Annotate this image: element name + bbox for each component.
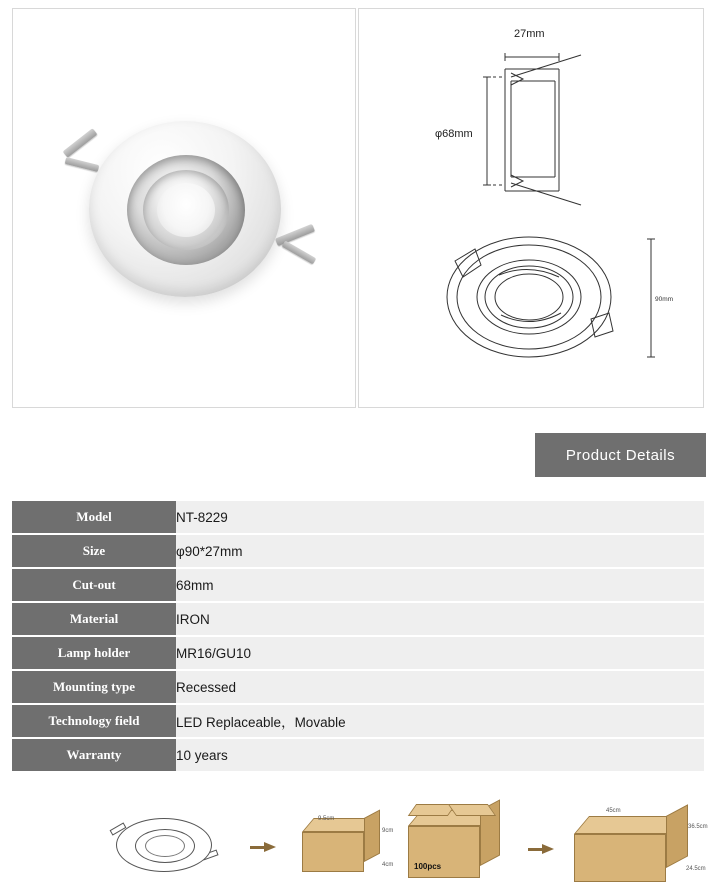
carton-height-label: 24.5cm: [686, 866, 706, 872]
packing-master-carton-open: [408, 804, 518, 884]
spec-label-material: Material: [12, 603, 176, 635]
table-row: [12, 739, 704, 771]
packing-lamp-outer-ring: [116, 818, 212, 872]
carton-side: [666, 804, 688, 868]
carton-open-flap-right: [448, 804, 496, 816]
inner-box-width-label: 9.5cm: [318, 816, 335, 822]
dimension-depth-label: 27mm: [514, 28, 545, 40]
spec-label-cutout: Cut-out: [12, 569, 176, 601]
product-details-title: Product Details: [565, 446, 676, 464]
carton-quantity-label: 100pcs: [414, 862, 442, 871]
technical-drawing-panel: [358, 8, 704, 408]
table-row: [12, 671, 704, 703]
spring-clip-left-2-icon: [65, 157, 100, 172]
packing-lamp-core: [145, 835, 185, 857]
packing-inner-box: [302, 818, 392, 880]
table-row: [12, 603, 704, 635]
specification-table: [12, 499, 704, 773]
spec-value-model: NT-8229: [176, 501, 704, 533]
spec-value-mounting-type: Recessed: [176, 671, 704, 703]
packing-arrow-2-icon: [528, 844, 558, 856]
inner-box-height-label: 4cm: [382, 862, 394, 868]
table-row: [12, 705, 704, 737]
spec-label-size: Size: [12, 535, 176, 567]
carton-depth-label: 36.5cm: [688, 824, 708, 830]
table-row: [12, 535, 704, 567]
spring-clip-left-icon: [63, 128, 98, 158]
image-panels: [12, 8, 704, 408]
spec-value-cutout: 68mm: [176, 569, 704, 601]
spring-clip-right-2-icon: [282, 240, 317, 264]
downlight-inner-ring: [127, 155, 245, 265]
carton-front: [574, 834, 666, 882]
packing-arrow-1-icon: [250, 842, 280, 854]
spec-value-technology-field: LED Replaceable，Movable: [176, 705, 704, 737]
table-row: [12, 501, 704, 533]
table-row: [12, 569, 704, 601]
dimension-cutout-label: φ68mm: [435, 128, 473, 140]
specification-table-body: [12, 501, 704, 771]
table-row: [12, 637, 704, 669]
inner-box-side: [364, 809, 380, 862]
inner-box-front: [302, 832, 364, 872]
spec-label-lamp-holder: Lamp holder: [12, 637, 176, 669]
downlight-outer-ring: [89, 121, 281, 297]
inner-box-depth-label: 9cm: [382, 828, 394, 834]
spec-value-lamp-holder: MR16/GU10: [176, 637, 704, 669]
product-details-banner: [535, 433, 706, 477]
spec-value-material: IRON: [176, 603, 704, 635]
spring-clip-right-icon: [275, 224, 315, 246]
packing-diagram: [12, 800, 708, 888]
spec-value-warranty: 10 years: [176, 739, 704, 771]
carton-width-label: 45cm: [606, 808, 621, 814]
spec-label-mounting-type: Mounting type: [12, 671, 176, 703]
technical-drawing-svg: [359, 9, 703, 407]
dimension-outer-label: 90mm: [655, 296, 674, 303]
packing-master-carton: [574, 808, 708, 886]
spec-value-size: φ90*27mm: [176, 535, 704, 567]
product-photo-panel: [12, 8, 356, 408]
product-photo: [13, 9, 355, 407]
downlight-core: [143, 170, 229, 250]
spec-label-technology-field: Technology field: [12, 705, 176, 737]
spec-label-model: Model: [12, 501, 176, 533]
spec-label-warranty: Warranty: [12, 739, 176, 771]
